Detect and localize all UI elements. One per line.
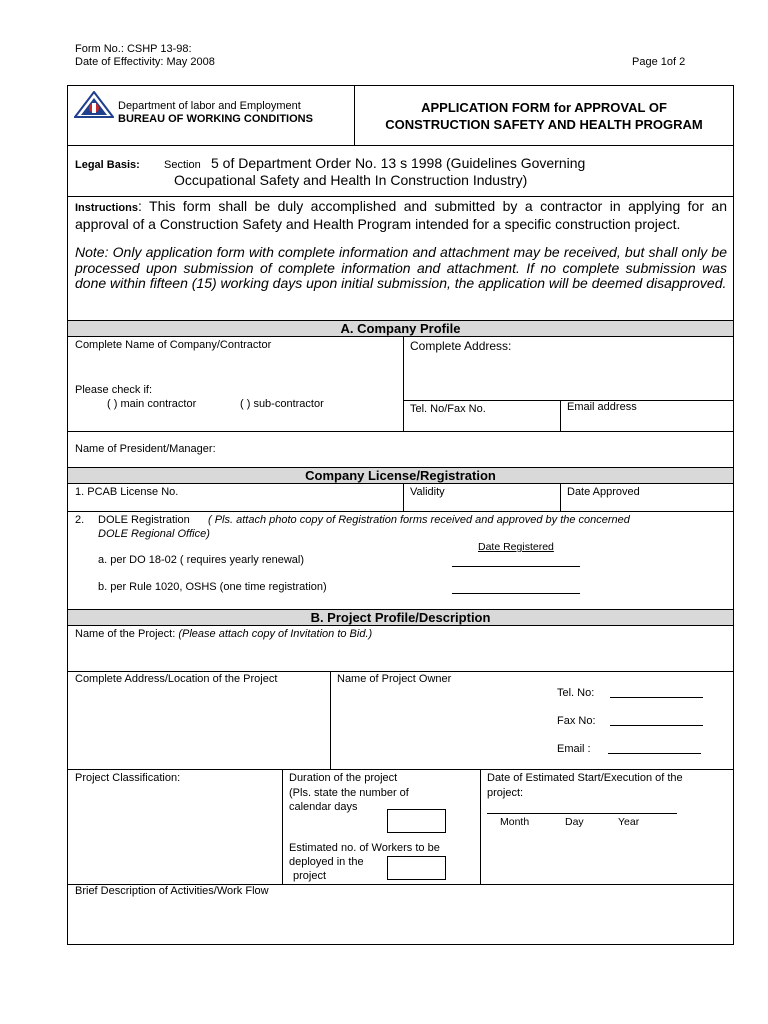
- validity-label: Validity: [410, 486, 445, 498]
- project-name-text: Name of the Project:: [75, 628, 176, 640]
- company-name-label: Complete Name of Company/Contractor: [75, 339, 272, 351]
- project-owner-label: Name of Project Owner: [337, 673, 452, 685]
- page-number: Page 1of 2: [632, 56, 686, 68]
- start-date-line1: Date of Estimated Start/Execution of the: [487, 772, 683, 784]
- owner-email-line[interactable]: [608, 753, 701, 754]
- date-approved-label: Date Approved: [567, 486, 640, 498]
- workers-line3: project: [293, 870, 327, 882]
- project-profile-heading: B. Project Profile/Description: [310, 610, 491, 625]
- email-address-label: Email address: [567, 401, 637, 413]
- company-profile-heading: A. Company Profile: [340, 321, 461, 336]
- day-label: Day: [565, 816, 584, 828]
- owner-fax-label: Fax No:: [557, 715, 596, 727]
- please-check-label: Please check if:: [75, 384, 153, 396]
- license-heading: Company License/Registration: [305, 468, 496, 483]
- legal-basis-line2: Occupational Safety and Health In Construction Industry): [174, 172, 528, 188]
- instructions-block: Instructions: This form shall be duly accomplished and submitted by a contractor in applying for an approval of a Construction Safety and Health Program intended for a specific construction project.: [75, 198, 727, 232]
- brief-description-label: Brief Description of Activities/Work Flow: [75, 885, 269, 897]
- instructions-note: Note: Only application form with complete information and attachment may be received, but shall only be processed upon submission of complete information and attachment. If no complete submission was done within fifteen (15) working days upon initial submission, the application will be deemed disapproved.: [75, 244, 727, 291]
- tel-fax-label: Tel. No/Fax No.: [410, 403, 486, 415]
- workers-line1: Estimated no. of Workers to be: [289, 842, 440, 854]
- owner-tel-label: Tel. No:: [557, 687, 595, 699]
- month-label: Month: [500, 816, 530, 828]
- duration-line3: calendar days: [289, 801, 358, 813]
- project-name-label: [75, 627, 372, 641]
- project-address-label: Complete Address/Location of the Project: [75, 673, 278, 685]
- duration-days-input[interactable]: [387, 809, 446, 833]
- start-date-line2: project:: [487, 787, 524, 799]
- start-date-line[interactable]: [487, 813, 677, 814]
- form-title-line2: CONSTRUCTION SAFETY AND HEALTH PROGRAM: [385, 117, 703, 132]
- company-address-label: Complete Address:: [410, 339, 512, 353]
- form-number: Form No.: CSHP 13-98:: [75, 43, 192, 55]
- date-of-effectivity: Date of Effectivity: May 2008: [75, 56, 215, 68]
- dole-item-a: a. per DO 18-02 ( requires yearly renewal): [98, 554, 305, 566]
- duration-line2: (Pls. state the number of: [289, 787, 409, 799]
- main-contractor-checkbox[interactable]: ( ) main contractor: [107, 398, 197, 410]
- instructions-label: Instructions: [75, 202, 138, 214]
- dole-registration-number: 2.: [75, 514, 85, 526]
- project-name-note: (Please attach copy of Invitation to Bid.): [178, 628, 373, 640]
- owner-fax-line[interactable]: [610, 725, 703, 726]
- year-label: Year: [618, 816, 640, 828]
- legal-basis-line1: 5 of Department Order No. 13 s 1998 (Guidelines Governing: [211, 155, 586, 171]
- owner-tel-line[interactable]: [610, 697, 703, 698]
- dole-item-b: b. per Rule 1020, OSHS (one time registration): [98, 581, 327, 593]
- form-title-line1: APPLICATION FORM for APPROVAL OF: [421, 100, 667, 115]
- date-registered-label: Date Registered: [478, 541, 554, 553]
- dole-logo-icon: [74, 91, 114, 119]
- item-b-date-line[interactable]: [452, 593, 580, 594]
- legal-basis-label: Legal Basis:: [75, 159, 140, 171]
- instructions-text: This form shall be duly accomplished and submitted by a contractor in applying for an approval of a Construction Safety and Health Program intended for a specific construction project.: [75, 198, 727, 232]
- pcab-license-label: 1. PCAB License No.: [75, 486, 179, 498]
- sub-contractor-checkbox[interactable]: ( ) sub-contractor: [240, 398, 324, 410]
- dole-registration-note-line2: DOLE Regional Office): [98, 528, 210, 540]
- owner-email-label: Email :: [557, 743, 591, 755]
- workers-line2: deployed in the: [289, 856, 364, 868]
- dole-registration-note-line1: ( Pls. attach photo copy of Registration forms received and approved by the concerned: [208, 514, 630, 526]
- president-manager-label: Name of President/Manager:: [75, 443, 216, 455]
- bureau-name: BUREAU OF WORKING CONDITIONS: [118, 113, 313, 125]
- dole-registration-label: DOLE Registration: [98, 514, 190, 526]
- workers-count-input[interactable]: [387, 856, 446, 880]
- legal-basis-section: Section: [164, 159, 201, 171]
- item-a-date-line[interactable]: [452, 566, 580, 567]
- duration-line1: Duration of the project: [289, 772, 398, 784]
- project-classification-label: Project Classification:: [75, 772, 181, 784]
- department-name: Department of labor and Employment: [118, 100, 301, 112]
